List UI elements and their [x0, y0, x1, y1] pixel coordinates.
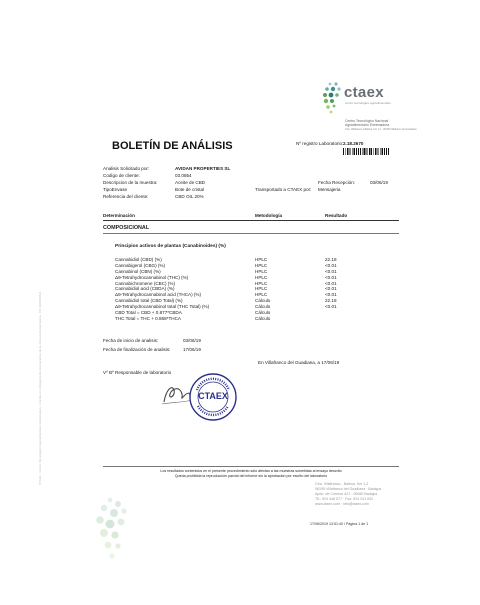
inicio-value: 03/06/19 — [183, 338, 201, 343]
codigo-label: Codigo de cliente: — [103, 173, 140, 178]
row-name: Cannabinol (CBN) (%) — [115, 268, 161, 274]
table-row — [115, 316, 395, 322]
addr-line-1: Ctra. Villafranco - Balboa, Km 1,2 — [315, 482, 369, 486]
col-metodologia: Metodología — [255, 213, 283, 218]
addr-line-4: Tlf.: 924 448 077 · Fax: 924 241 002 — [315, 497, 374, 501]
row-name: Cannabichromene (CBC) (%) — [115, 280, 175, 286]
tipo-value: Bote de cristal — [175, 187, 205, 192]
row-method: HPLC — [255, 286, 268, 292]
row-method: HPLC — [255, 257, 268, 262]
section-title: COMPOSICIONAL — [103, 225, 150, 231]
seal-brand: CTAEX — [198, 391, 228, 401]
footer-address — [315, 482, 381, 507]
row-name: Cannabidiol acid (CBDA) (%) — [115, 286, 175, 292]
row-name: Δ9-Tetrahydrocannabinol acid (THCA) (%) — [115, 292, 202, 298]
fin-value: 17/06/19 — [183, 347, 201, 352]
row-method: HPLC — [255, 268, 268, 274]
row-result: 22.18 — [325, 298, 337, 304]
brand-sub: centro tecnológico agroalimentario — [345, 101, 391, 105]
center-line3: Ctra. Villafranco a Balboa, Km 1,2 · 06195 Villafranco del Guadiana — [345, 127, 417, 131]
vb-label: Vº Bº Responsable de laboratorio — [103, 370, 172, 375]
decorative-dots-icon — [70, 480, 160, 580]
subsection-title: Principios activos de plantas (Canabinoides) (%) — [115, 244, 226, 249]
transportado-label: Transportado a CTAEX por: — [255, 187, 312, 192]
row-method: HPLC — [255, 280, 268, 286]
row-name: Cannabidiol total (CBD Total) (%) — [115, 298, 183, 304]
descripcion-value: Aceite de CBD — [175, 180, 206, 185]
place-date: En Villafranco del Guadiana, a 17/06/19 — [258, 360, 340, 365]
row-method: HPLC — [255, 292, 268, 298]
row-name: THC Total = THC + 0.868*THCA — [115, 315, 181, 321]
row-method: Cálculo — [255, 315, 271, 321]
inicio-label: Fecha de inicio de analisis: — [103, 338, 159, 343]
row-name: Cannabigerol (CBG) (%) — [115, 262, 166, 268]
row-result: <0.01 — [325, 274, 337, 280]
barcode-icon — [343, 148, 389, 155]
footer-note-1: Los resultados contenidos en el presente procedimiento sólo afectan a las muestras sometidas al ensayo descrito — [160, 469, 342, 473]
codigo-value: 03.0854 — [175, 173, 192, 178]
row-result: <0.01 — [325, 262, 337, 268]
center-line1: Centro Tecnológico Nacional — [345, 119, 389, 123]
side-registry-text: CTAEX · Centro Tecnológico Agroalimentario Extremadura · Inscrita en el Registro de Asociaciones de la Junta de Extremadura · CIF G06380431 — [38, 291, 42, 485]
row-result: 22.18 — [325, 257, 337, 262]
footer-divider — [103, 466, 399, 467]
footer-note-2: Queda prohibida la reproducción parcial del informe sin la aprobación por escrito del laboratorio — [174, 473, 328, 478]
row-method: Cálculo — [255, 304, 271, 310]
referencia-value: CBD OIL 20% — [175, 194, 204, 199]
row-result: <0.01 — [325, 268, 337, 274]
row-name: Δ9-Tetrahydrocannabinol (THC) (%) — [115, 274, 189, 280]
col-resultado: Resultado — [325, 213, 348, 218]
result-rows — [115, 257, 395, 322]
row-name: CBD Total = CBD + 0.877*CBDA — [115, 310, 182, 316]
row-name: Cannabidiol (CBD) (%) — [115, 257, 162, 262]
row-method: Cálculo — [255, 298, 271, 304]
analisis-label: Analisis Solicitado por: — [103, 166, 150, 171]
registro-label: Nº registro Laboratorio: — [296, 141, 344, 146]
row-result: <0.01 — [325, 304, 337, 310]
row-result: <0.01 — [325, 280, 337, 286]
tipo-label: TipoEnvase — [103, 187, 128, 192]
ctaex-logo — [318, 80, 417, 140]
fecha-recepcion-value: 03/06/19 — [370, 180, 388, 185]
fin-label: Fecha de finalización de analisis: — [103, 347, 171, 352]
registro-value: 2.18.2670 — [343, 141, 364, 146]
row-method: HPLC — [255, 262, 268, 268]
analisis-value: AVIDAN PROPERTIES SL — [175, 166, 231, 171]
page-info: 17/06/2019 13:51:40 / Página 1 de 1 — [310, 522, 369, 526]
descripcion-label: Descripcion de la muestra: — [103, 180, 158, 185]
transportado-value: Mensajeria — [318, 187, 341, 192]
row-result: <0.01 — [325, 292, 337, 298]
addr-line-3: Apdo. de Correos 421 · 06080 Badajoz — [315, 492, 378, 496]
doc-title: BOLETÍN DE ANÁLISIS — [112, 140, 233, 152]
section-divider — [103, 233, 399, 234]
referencia-label: Referencia del cliente: — [103, 194, 149, 199]
row-result: <0.01 — [325, 286, 337, 292]
addr-line-2: 06195 Villafranco del Guadiana · Badajoz — [315, 487, 382, 491]
center-line2: Agroalimentario Extremadura — [345, 123, 390, 127]
row-name: Δ9-Tetrahydrocannabinol total (THC Total) (%) — [115, 304, 210, 310]
fecha-recepcion-label: Fecha Recepción: — [318, 180, 356, 185]
ctaex-seal — [188, 372, 238, 422]
header-divider — [103, 220, 399, 221]
addr-line-5: www.ctaex.com · info@ctaex.com — [315, 502, 369, 506]
col-determinacion: Determinación — [103, 213, 135, 218]
row-method: Cálculo — [255, 310, 271, 316]
seal-ring-text: CENTRO TECNOLOGICO AGROALIMEN — [198, 402, 228, 403]
brand-name: ctaex — [344, 84, 384, 101]
row-method: HPLC — [255, 274, 268, 280]
